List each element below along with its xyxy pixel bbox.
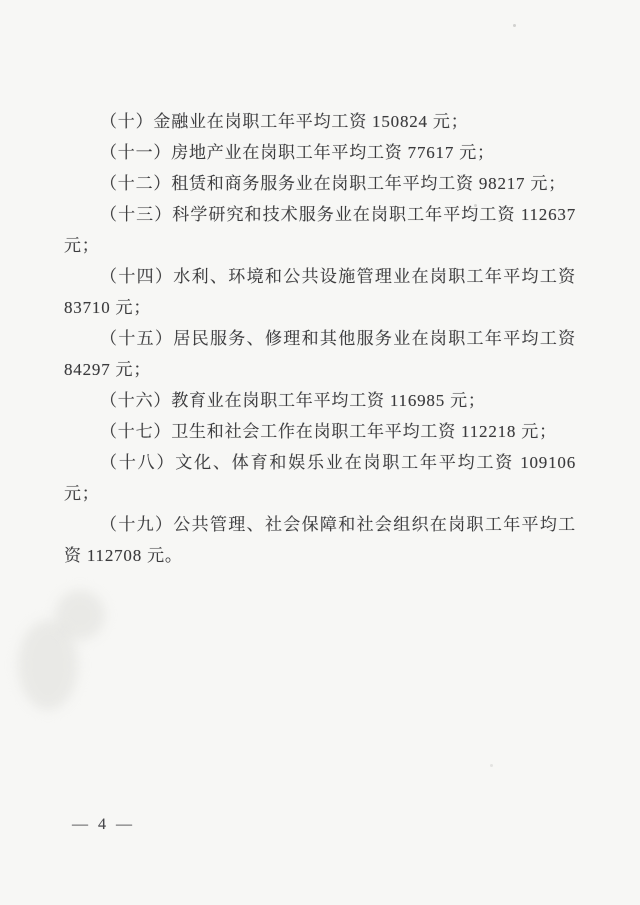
list-item-18-line-2: 元； [64,484,100,503]
page-number: — 4 — [72,816,135,833]
list-item-18-line-1: （十八）文化、体育和娱乐业在岗职工年平均工资 109106 [100,453,576,472]
body-text [64,106,576,571]
scan-speck [444,270,446,272]
list-item-12-line: （十二）租赁和商务服务业在岗职工年平均工资 98217 元； [100,174,566,193]
scan-smudge [55,590,105,640]
list-item-14-line-2: 83710 元； [64,298,152,317]
list-item-11-line: （十一）房地产业在岗职工年平均工资 77617 元； [100,143,495,162]
list-item-19-line-1: （十九）公共管理、社会保障和社会组织在岗职工年平均工 [100,515,576,534]
list-item-13-line-1: （十三）科学研究和技术服务业在岗职工年平均工资 112637 [100,205,576,224]
list-item-14-line-1: （十四）水利、环境和公共设施管理业在岗职工年平均工资 [100,267,576,286]
list-item-15-line-2: 84297 元； [64,360,152,379]
list-item-19-line-2: 资 112708 元。 [64,546,183,565]
scan-speck [490,764,493,767]
list-item-17-line: （十七）卫生和社会工作在岗职工年平均工资 112218 元； [100,422,557,441]
list-item-10-line: （十）金融业在岗职工年平均工资 150824 元； [100,112,469,131]
list-item-15-line-1: （十五）居民服务、修理和其他服务业在岗职工年平均工资 [100,329,576,348]
scan-speck [513,24,516,27]
list-item-13-line-2: 元； [64,236,100,255]
scan-speck [474,204,477,207]
list-item-16-line: （十六）教育业在岗职工年平均工资 116985 元； [100,391,486,410]
